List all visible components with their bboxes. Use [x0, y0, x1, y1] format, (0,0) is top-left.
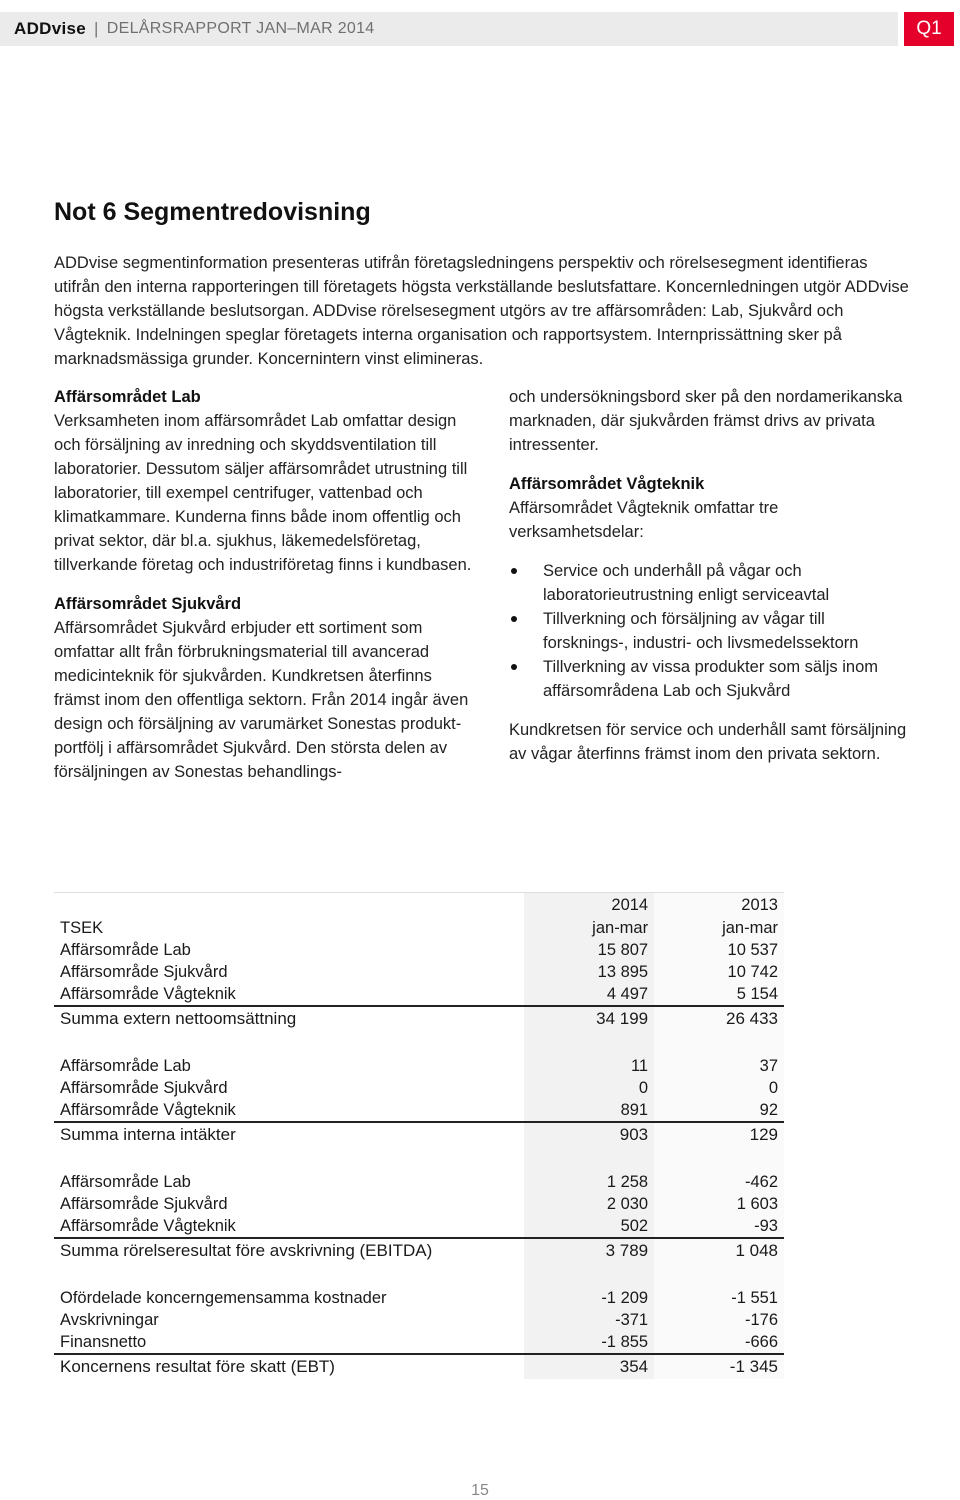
row-label: Affärsområde Sjukvård [60, 1195, 228, 1213]
value-2013: -1 551 [654, 1287, 784, 1309]
value-2013: 0 [654, 1077, 784, 1099]
row-label: Affärsområde Vågteknik [60, 1101, 236, 1119]
row-label: Affärsområde Lab [60, 1057, 191, 1075]
sjukvard-text-continued: och undersökningsbord sker på den nordamerikanska marknaden, där sjukvården främst drivs av privata intressenter. [509, 388, 903, 454]
row-label: Affärsområde Sjukvård [60, 1079, 228, 1097]
row-label: Affärsområde Sjukvård [60, 963, 228, 981]
value-2013: 129 [654, 1122, 784, 1147]
segment-table [54, 892, 784, 1379]
table-row [54, 939, 784, 961]
col-2013-period: jan-mar [654, 917, 784, 939]
value-2013: -1 345 [654, 1354, 784, 1379]
value-2014: 0 [524, 1077, 654, 1099]
vagteknik-closing: Kundkretsen för service och underhåll samt försäljning av vågar återfinns främst inom den privata sektorn. [509, 721, 907, 763]
table-total-row [54, 1354, 784, 1379]
table-total-row [54, 1122, 784, 1147]
sjukvard-text: Affärsområdet Sjukvård erbjuder ett sortiment som omfattar allt från förbrukningsmaterial till avancerad medicinteknik för sjukvården. Kundkretsen återfinns främst inom den offentliga sektorn. Från 2014 ingår även design och försäljning av varumärket Sonestas produkt-portfölj i affärsområdet Sjukvård. Den största delen av försäljningen av Sonestas behandlings- [54, 619, 469, 781]
page-number: 15 [471, 1482, 489, 1499]
report-title: DELÅRSRAPPORT JAN–MAR 2014 [106, 20, 375, 37]
value-2014: 2 030 [524, 1193, 654, 1215]
table-row [54, 983, 784, 1006]
value-2013: 10 742 [654, 961, 784, 983]
quarter-badge: Q1 [904, 12, 954, 46]
table-spacer-row [54, 1147, 784, 1171]
report-header [0, 12, 898, 46]
list-item: Tillverkning av vissa produkter som säljs inom affärsområdena Lab och Sjukvård [509, 655, 909, 703]
row-label: Affärsområde Lab [60, 941, 191, 959]
header-separator: | [94, 19, 99, 38]
value-2013: -462 [654, 1171, 784, 1193]
vagteknik-text: Affärsområdet Vågteknik omfattar tre verksamhetsdelar: [509, 499, 779, 541]
table-row [54, 1215, 784, 1238]
value-2013: 5 154 [654, 983, 784, 1006]
value-2014: 354 [524, 1354, 654, 1379]
col-2014-year: 2014 [524, 893, 654, 918]
row-label: Affärsområde Vågteknik [60, 985, 236, 1003]
lab-text: Verksamheten inom affärsområdet Lab omfattar design och försäljning av inredning och skyddsventilation till laboratorier. Dessutom säljer affärsområdet utrustning till laboratorier, till exempel centrifuger, vattenbad och klimatkammare. Kunderna finns både inom offentlig och privat sektor, där bl.a. sjukhus, läkemedelsföretag, tillverkande företag och industriföretag finns i kundbasen. [54, 412, 472, 574]
list-item: Service och underhåll på vågar och laboratorieutrustning enligt serviceavtal [509, 559, 909, 607]
value-2013: -666 [654, 1331, 784, 1354]
value-2014: 903 [524, 1122, 654, 1147]
list-item: Tillverkning och försäljning av vågar till forsknings-, industri- och livsmedelssektorn [509, 607, 909, 655]
value-2014: 3 789 [524, 1238, 654, 1263]
value-2014: -1 209 [524, 1287, 654, 1309]
row-label: Affärsområde Vågteknik [60, 1217, 236, 1235]
value-2013: 92 [654, 1099, 784, 1122]
value-2014: 502 [524, 1215, 654, 1238]
table-row [54, 1309, 784, 1331]
table-header-row [54, 893, 784, 918]
left-column [54, 385, 474, 784]
table-row [54, 1331, 784, 1354]
lab-heading: Affärsområdet Lab [54, 388, 201, 406]
row-label: Avskrivningar [60, 1311, 159, 1329]
unit-label: TSEK [60, 919, 104, 937]
value-2013: 10 537 [654, 939, 784, 961]
right-column [509, 385, 909, 766]
table-row [54, 1171, 784, 1193]
value-2014: -1 855 [524, 1331, 654, 1354]
row-label: Summa interna intäkter [54, 1122, 524, 1147]
value-2013: 1 048 [654, 1238, 784, 1263]
brand-name: ADDvise [14, 19, 87, 38]
value-2013: 1 603 [654, 1193, 784, 1215]
table-header-row [54, 917, 784, 939]
vagteknik-heading: Affärsområdet Vågteknik [509, 475, 705, 493]
row-label: Summa extern nettoomsättning [54, 1006, 524, 1031]
row-label: Ofördelade koncerngemensamma kostnader [60, 1289, 387, 1307]
sjukvard-heading: Affärsområdet Sjukvård [54, 595, 242, 613]
table-row [54, 1077, 784, 1099]
value-2014: 1 258 [524, 1171, 654, 1193]
value-2014: 15 807 [524, 939, 654, 961]
intro-paragraph: ADDvise segmentinformation presenteras utifrån företagsledningens perspektiv och rörelsesegment identifieras utifrån den interna rapporteringen till företagets högsta verkställande beslutsfattare. Koncernledningen utgör ADDvise högsta verkställande beslutsorgan. ADDvise rörelsesegment utgörs av tre affärsområden: Lab, Sjukvård och Vågteknik. Indelningen speglar företagets interna organisation och rapportsystem. Internprissättning sker på marknadsmässiga grunder. Koncernintern vinst elimineras. [54, 254, 909, 368]
table-spacer-row [54, 1031, 784, 1055]
table-total-row [54, 1006, 784, 1031]
row-label: Affärsområde Lab [60, 1173, 191, 1191]
row-label: Summa rörelseresultat före avskrivning (EBITDA) [54, 1238, 524, 1263]
value-2014: 891 [524, 1099, 654, 1122]
col-2014-period: jan-mar [524, 917, 654, 939]
page-title: Not 6 Segmentredovisning [54, 198, 371, 226]
table-row [54, 1099, 784, 1122]
value-2014: 4 497 [524, 983, 654, 1006]
vagteknik-bullet-list [509, 559, 909, 703]
table-row [54, 1287, 784, 1309]
value-2013: 26 433 [654, 1006, 784, 1031]
value-2014: 13 895 [524, 961, 654, 983]
row-label: Koncernens resultat före skatt (EBT) [54, 1354, 524, 1379]
value-2014: 34 199 [524, 1006, 654, 1031]
value-2014: -371 [524, 1309, 654, 1331]
value-2014: 11 [524, 1055, 654, 1077]
table-spacer-row [54, 1263, 784, 1287]
row-label: Finansnetto [60, 1333, 147, 1351]
table-total-row [54, 1238, 784, 1263]
col-2013-year: 2013 [654, 893, 784, 918]
value-2013: -93 [654, 1215, 784, 1238]
value-2013: -176 [654, 1309, 784, 1331]
value-2013: 37 [654, 1055, 784, 1077]
table-row [54, 1193, 784, 1215]
table-row [54, 961, 784, 983]
table-row [54, 1055, 784, 1077]
